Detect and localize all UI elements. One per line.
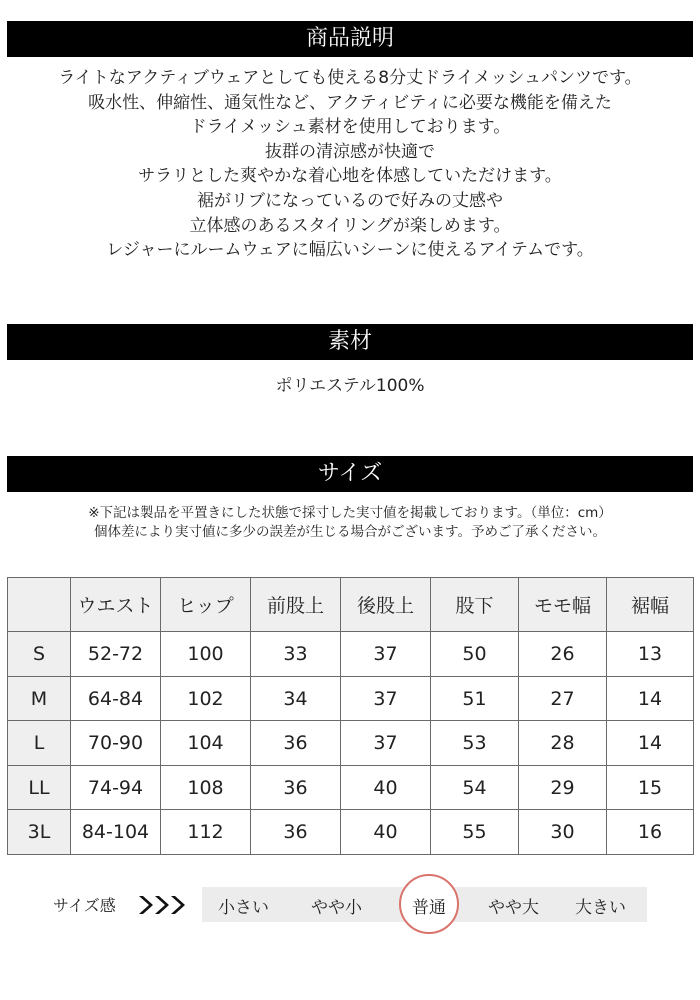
size-note-line: ※下記は製品を平置きにした状態で採寸した実寸値を掲載しております。（単位：cm） <box>88 505 612 521</box>
table-cell: 16 <box>607 810 694 855</box>
table-cell: 70-90 <box>71 721 161 766</box>
table-cell: 34 <box>251 676 341 721</box>
table-cell: 37 <box>341 721 431 766</box>
size-table <box>7 577 694 855</box>
size-label-cell: LL <box>8 765 71 810</box>
table-cell: 15 <box>607 765 694 810</box>
size-feel-option: 大きい <box>575 898 626 918</box>
table-row <box>8 810 694 855</box>
size-feel-option-selected: 普通 <box>412 898 446 918</box>
column-header: ヒップ <box>161 578 251 632</box>
table-cell: 14 <box>607 721 694 766</box>
table-row <box>8 676 694 721</box>
description-line: 抜群の清涼感が快適で <box>265 141 435 162</box>
table-cell: 40 <box>341 765 431 810</box>
triple-arrow-icon <box>138 895 190 915</box>
description-line: サラリとした爽やかな着心地を体感していただけます。 <box>138 166 562 187</box>
description-line: 吸水性、伸縮性、通気性など、アクティビティに必要な機能を備えた <box>88 92 612 113</box>
column-header: 前股上 <box>251 578 341 632</box>
size-label-cell: S <box>8 632 71 677</box>
table-row <box>8 632 694 677</box>
size-note-line: 個体差により実寸値に多少の誤差が生じる場合がございます。予めご了承ください。 <box>94 523 606 540</box>
table-cell: 53 <box>431 721 519 766</box>
table-cell: 14 <box>607 676 694 721</box>
table-cell: 33 <box>251 632 341 677</box>
table-cell: 64-84 <box>71 676 161 721</box>
description-line: レジャーにルームウェアに幅広いシーンに使えるアイテムです。 <box>106 240 594 261</box>
table-cell: 36 <box>251 765 341 810</box>
size-feel-option: やや大 <box>488 898 539 918</box>
table-corner-cell <box>8 578 71 632</box>
size-feel-option: やや小 <box>311 898 362 918</box>
table-cell: 102 <box>161 676 251 721</box>
table-cell: 27 <box>519 676 607 721</box>
size-label-cell: M <box>8 676 71 721</box>
size-label-cell: 3L <box>8 810 71 855</box>
table-cell: 50 <box>431 632 519 677</box>
table-cell: 36 <box>251 810 341 855</box>
table-cell: 54 <box>431 765 519 810</box>
table-cell: 28 <box>519 721 607 766</box>
table-cell: 84-104 <box>71 810 161 855</box>
description-line: ドライメッシュ素材を使用しております。 <box>189 117 511 138</box>
table-cell: 51 <box>431 676 519 721</box>
description-line: 裾がリブになっているので好みの丈感や <box>197 190 503 211</box>
table-cell: 13 <box>607 632 694 677</box>
table-cell: 100 <box>161 632 251 677</box>
table-cell: 37 <box>341 676 431 721</box>
column-header: ウエスト <box>71 578 161 632</box>
table-cell: 104 <box>161 721 251 766</box>
column-header: 股下 <box>431 578 519 632</box>
material-header: 素材 <box>7 324 693 360</box>
table-cell: 74-94 <box>71 765 161 810</box>
table-row <box>8 721 694 766</box>
size-notes <box>0 504 700 541</box>
size-feel-option: 小さい <box>218 898 269 918</box>
material-value: ポリエステル100% <box>275 376 425 396</box>
table-cell: 26 <box>519 632 607 677</box>
description-line: ライトなアクティブウェアとしても使える8分丈ドライメッシュパンツです。 <box>58 68 642 88</box>
size-feel-label: サイズ感 <box>53 896 116 915</box>
column-header: 裾幅 <box>607 578 694 632</box>
table-cell: 55 <box>431 810 519 855</box>
size-label-cell: L <box>8 721 71 766</box>
description-text <box>0 66 700 263</box>
table-cell: 37 <box>341 632 431 677</box>
table-header-row <box>8 578 694 632</box>
description-line: 立体感のあるスタイリングが楽しめます。 <box>189 215 511 236</box>
column-header: モモ幅 <box>519 578 607 632</box>
table-cell: 108 <box>161 765 251 810</box>
column-header: 後股上 <box>341 578 431 632</box>
table-cell: 29 <box>519 765 607 810</box>
table-cell: 30 <box>519 810 607 855</box>
size-header: サイズ <box>7 456 693 492</box>
table-cell: 36 <box>251 721 341 766</box>
table-cell: 40 <box>341 810 431 855</box>
table-cell: 52-72 <box>71 632 161 677</box>
table-cell: 112 <box>161 810 251 855</box>
table-row <box>8 765 694 810</box>
description-header: 商品説明 <box>7 21 693 57</box>
